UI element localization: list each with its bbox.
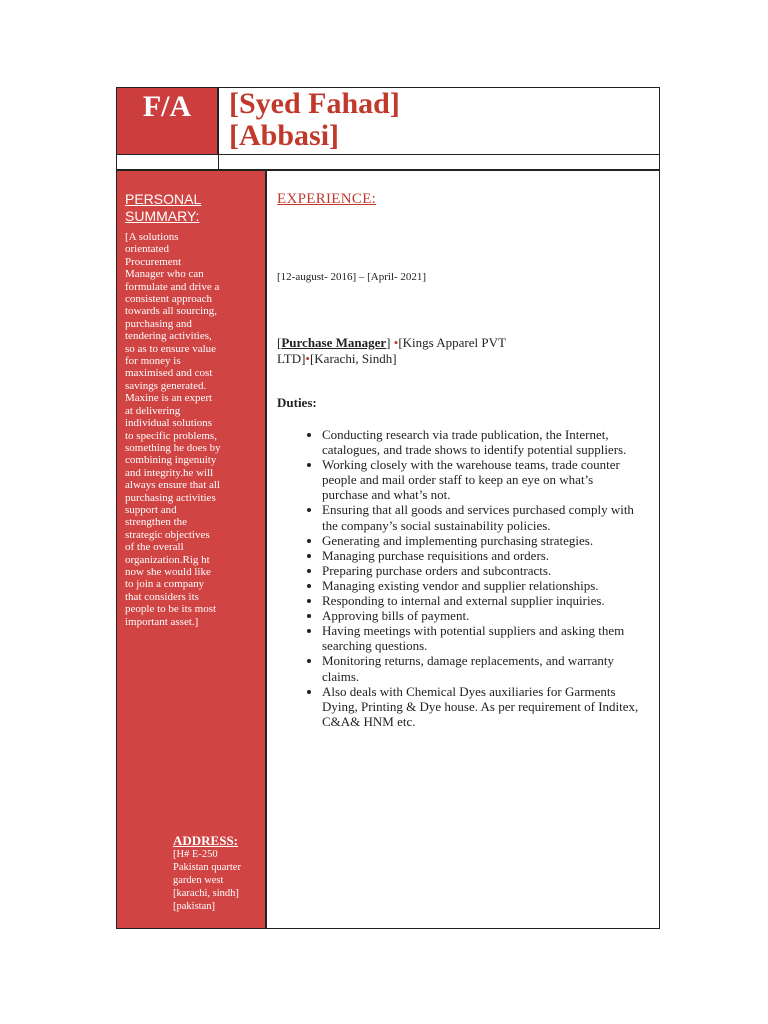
bracket-open: [ — [277, 335, 282, 350]
duty-item: • Generating and implementing purchasing strategies. — [322, 533, 642, 548]
duty-item: • Managing existing vendor and supplier relationships. — [322, 578, 642, 593]
duties-list — [277, 427, 642, 729]
duty-item: • Preparing purchase orders and subcontracts. — [322, 563, 642, 578]
address-line: garden west — [173, 875, 224, 886]
duty-item: • Conducting research via trade publication, the Internet, catalogues, and trade shows to identify potential suppliers. — [322, 427, 642, 457]
duty-item: • Managing purchase requisitions and orders. — [322, 548, 642, 563]
initials: F/A — [142, 90, 192, 123]
sidebar — [116, 170, 266, 929]
address-heading: ADDRESS: — [173, 833, 239, 848]
bracket-close: ] — [386, 335, 391, 350]
duty-item: • Approving bills of payment. — [322, 608, 642, 623]
name-line-1: [Syed Fahad] — [229, 87, 400, 120]
separator-dot: • — [393, 335, 399, 350]
duty-item: • Working closely with the warehouse teams, trade counter people and mail order staff to keep an eye on what’s purchase and what’s not. — [322, 457, 642, 502]
company-name: [Kings Apparel PVT LTD] — [277, 335, 506, 366]
address-line: [karachi, sindh] — [173, 888, 239, 899]
personal-summary-heading: PERSONAL SUMMARY: — [125, 191, 202, 224]
duty-item: • Responding to internal and external supplier inquiries. — [322, 593, 642, 608]
initials-block — [116, 87, 218, 155]
name-line-2: [Abbasi] — [229, 119, 340, 152]
duty-item: • Ensuring that all goods and services purchased comply with the company’s social sustainability policies. — [322, 502, 642, 532]
experience-heading: EXPERIENCE: — [277, 191, 377, 207]
duty-item: • Monitoring returns, damage replacements, and warranty claims. — [322, 653, 642, 683]
address-line: [pakistan] — [173, 901, 215, 912]
employment-dates: [12-august- 2016] – [April- 2021] — [277, 271, 427, 283]
separator-dot: • — [305, 351, 310, 366]
job-title: Purchase Manager — [281, 335, 387, 350]
job-location: [Karachi, Sindh] — [309, 351, 397, 366]
duty-item: • Also deals with Chemical Dyes auxiliaries for Garments Dying, Printing & Dye house. As per requirement of Inditex, C&A& HNM etc. — [322, 684, 642, 729]
duty-item: • Having meetings with potential suppliers and asking them searching questions. — [322, 623, 642, 653]
header-divider-row — [116, 154, 660, 170]
experience-section — [266, 170, 660, 929]
name-block — [218, 87, 660, 155]
address-line: [H# E-250 — [173, 849, 218, 860]
address-line: Pakistan quarter — [173, 862, 241, 873]
personal-summary-text: [A solutions orientated Procurement Manager who can formulate and drive a consistent approach towards all sourcing, purchasing and tendering activities, so as to ensure value for money is maximised and cost savings generated. Maxine is an expert at delivering individual solutions to specific problems, something he does by combining ingenuity and integrity.he will always ensure that all purchasing activities support and strengthen the strategic objectives of the overall organization.Rig ht now she would like to join a company that considers its people to be its most important asset.] — [125, 231, 221, 628]
full-name — [229, 88, 400, 152]
job-entry — [277, 335, 577, 367]
duties-label: Duties: — [277, 395, 317, 410]
address-lines — [173, 848, 261, 913]
